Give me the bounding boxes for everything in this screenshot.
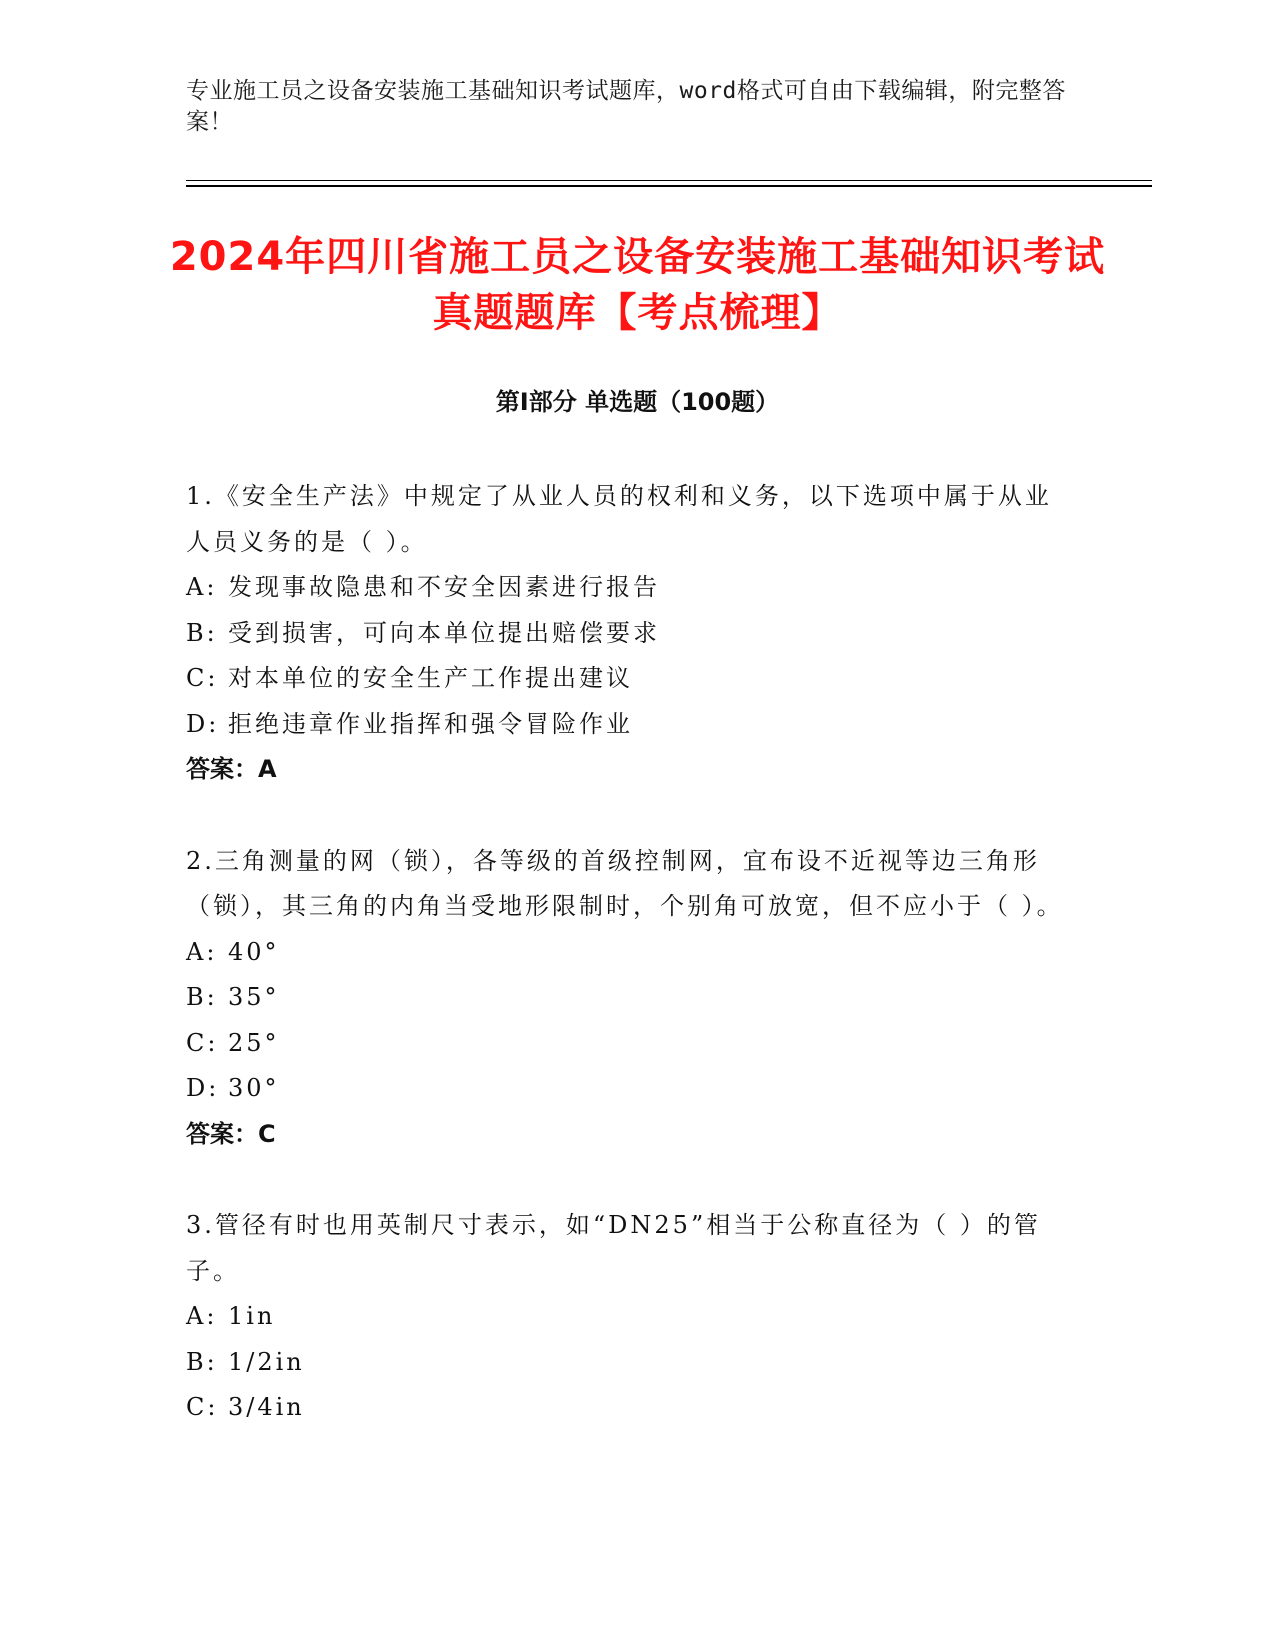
header-note: 专业施工员之设备安装施工基础知识考试题库，word格式可自由下载编辑，附完整答案！ xyxy=(186,78,1066,135)
option-a xyxy=(186,565,1066,611)
question-3 xyxy=(186,1203,1066,1431)
option-d xyxy=(186,702,1066,748)
question-2 xyxy=(186,839,1066,1158)
option-letter: A: xyxy=(186,1302,218,1330)
section-title: 第Ⅰ部分 单选题（100题） xyxy=(495,388,780,416)
question-list xyxy=(186,474,1066,1477)
option-b xyxy=(186,975,1066,1021)
option-text: 发现事故隐患和不安全因素进行报告 xyxy=(228,573,660,601)
question-1 xyxy=(186,474,1066,793)
option-b xyxy=(186,611,1066,657)
option-d xyxy=(186,1066,1066,1112)
option-letter: C: xyxy=(186,1393,219,1421)
option-letter: A: xyxy=(186,937,218,966)
question-stem: 3.管径有时也用英制尺寸表示，如“DN25”相当于公称直径为（ ）的管子。 xyxy=(186,1211,1041,1285)
option-text: 25° xyxy=(228,1028,280,1057)
option-letter: B: xyxy=(186,983,218,1011)
option-letter: D: xyxy=(186,1074,220,1102)
option-letter: A: xyxy=(186,573,218,601)
option-letter: B: xyxy=(186,618,218,647)
option-text: 3/4in xyxy=(228,1393,305,1421)
question-stem: 2.三角测量的网（锁），各等级的首级控制网，宜布设不近视等边三角形（锁），其三角的内角当受地形限制时，个别角可放宽，但不应小于（ ）。 xyxy=(186,846,1064,920)
option-c xyxy=(186,656,1066,702)
option-text: 35° xyxy=(228,983,280,1011)
question-answer: 答案：C xyxy=(186,1119,276,1148)
option-c xyxy=(186,1385,1066,1431)
option-text: 对本单位的安全生产工作提出建议 xyxy=(228,664,633,692)
option-b xyxy=(186,1340,1066,1386)
option-letter: B: xyxy=(186,1347,218,1376)
option-letter: C: xyxy=(186,664,219,692)
option-letter: C: xyxy=(186,1028,219,1057)
header-divider-thick xyxy=(186,185,1152,187)
option-text: 受到损害，可向本单位提出赔偿要求 xyxy=(228,618,660,647)
option-text: 1/2in xyxy=(228,1347,305,1376)
question-answer: 答案：A xyxy=(186,755,277,783)
option-a xyxy=(186,930,1066,976)
option-text: 30° xyxy=(228,1074,280,1102)
header-divider-thin xyxy=(186,180,1152,181)
option-a xyxy=(186,1294,1066,1340)
option-c xyxy=(186,1021,1066,1067)
option-text: 40° xyxy=(228,937,280,966)
option-text: 1in xyxy=(228,1302,276,1330)
document-title: 2024年四川省施工员之设备安装施工基础知识考试真题题库【考点梳理】 xyxy=(169,234,1106,336)
question-stem: 1.《安全生产法》中规定了从业人员的权利和义务，以下选项中属于从业人员义务的是（ ）。 xyxy=(186,482,1052,556)
option-letter: D: xyxy=(186,709,220,738)
option-text: 拒绝违章作业指挥和强令冒险作业 xyxy=(228,709,633,738)
